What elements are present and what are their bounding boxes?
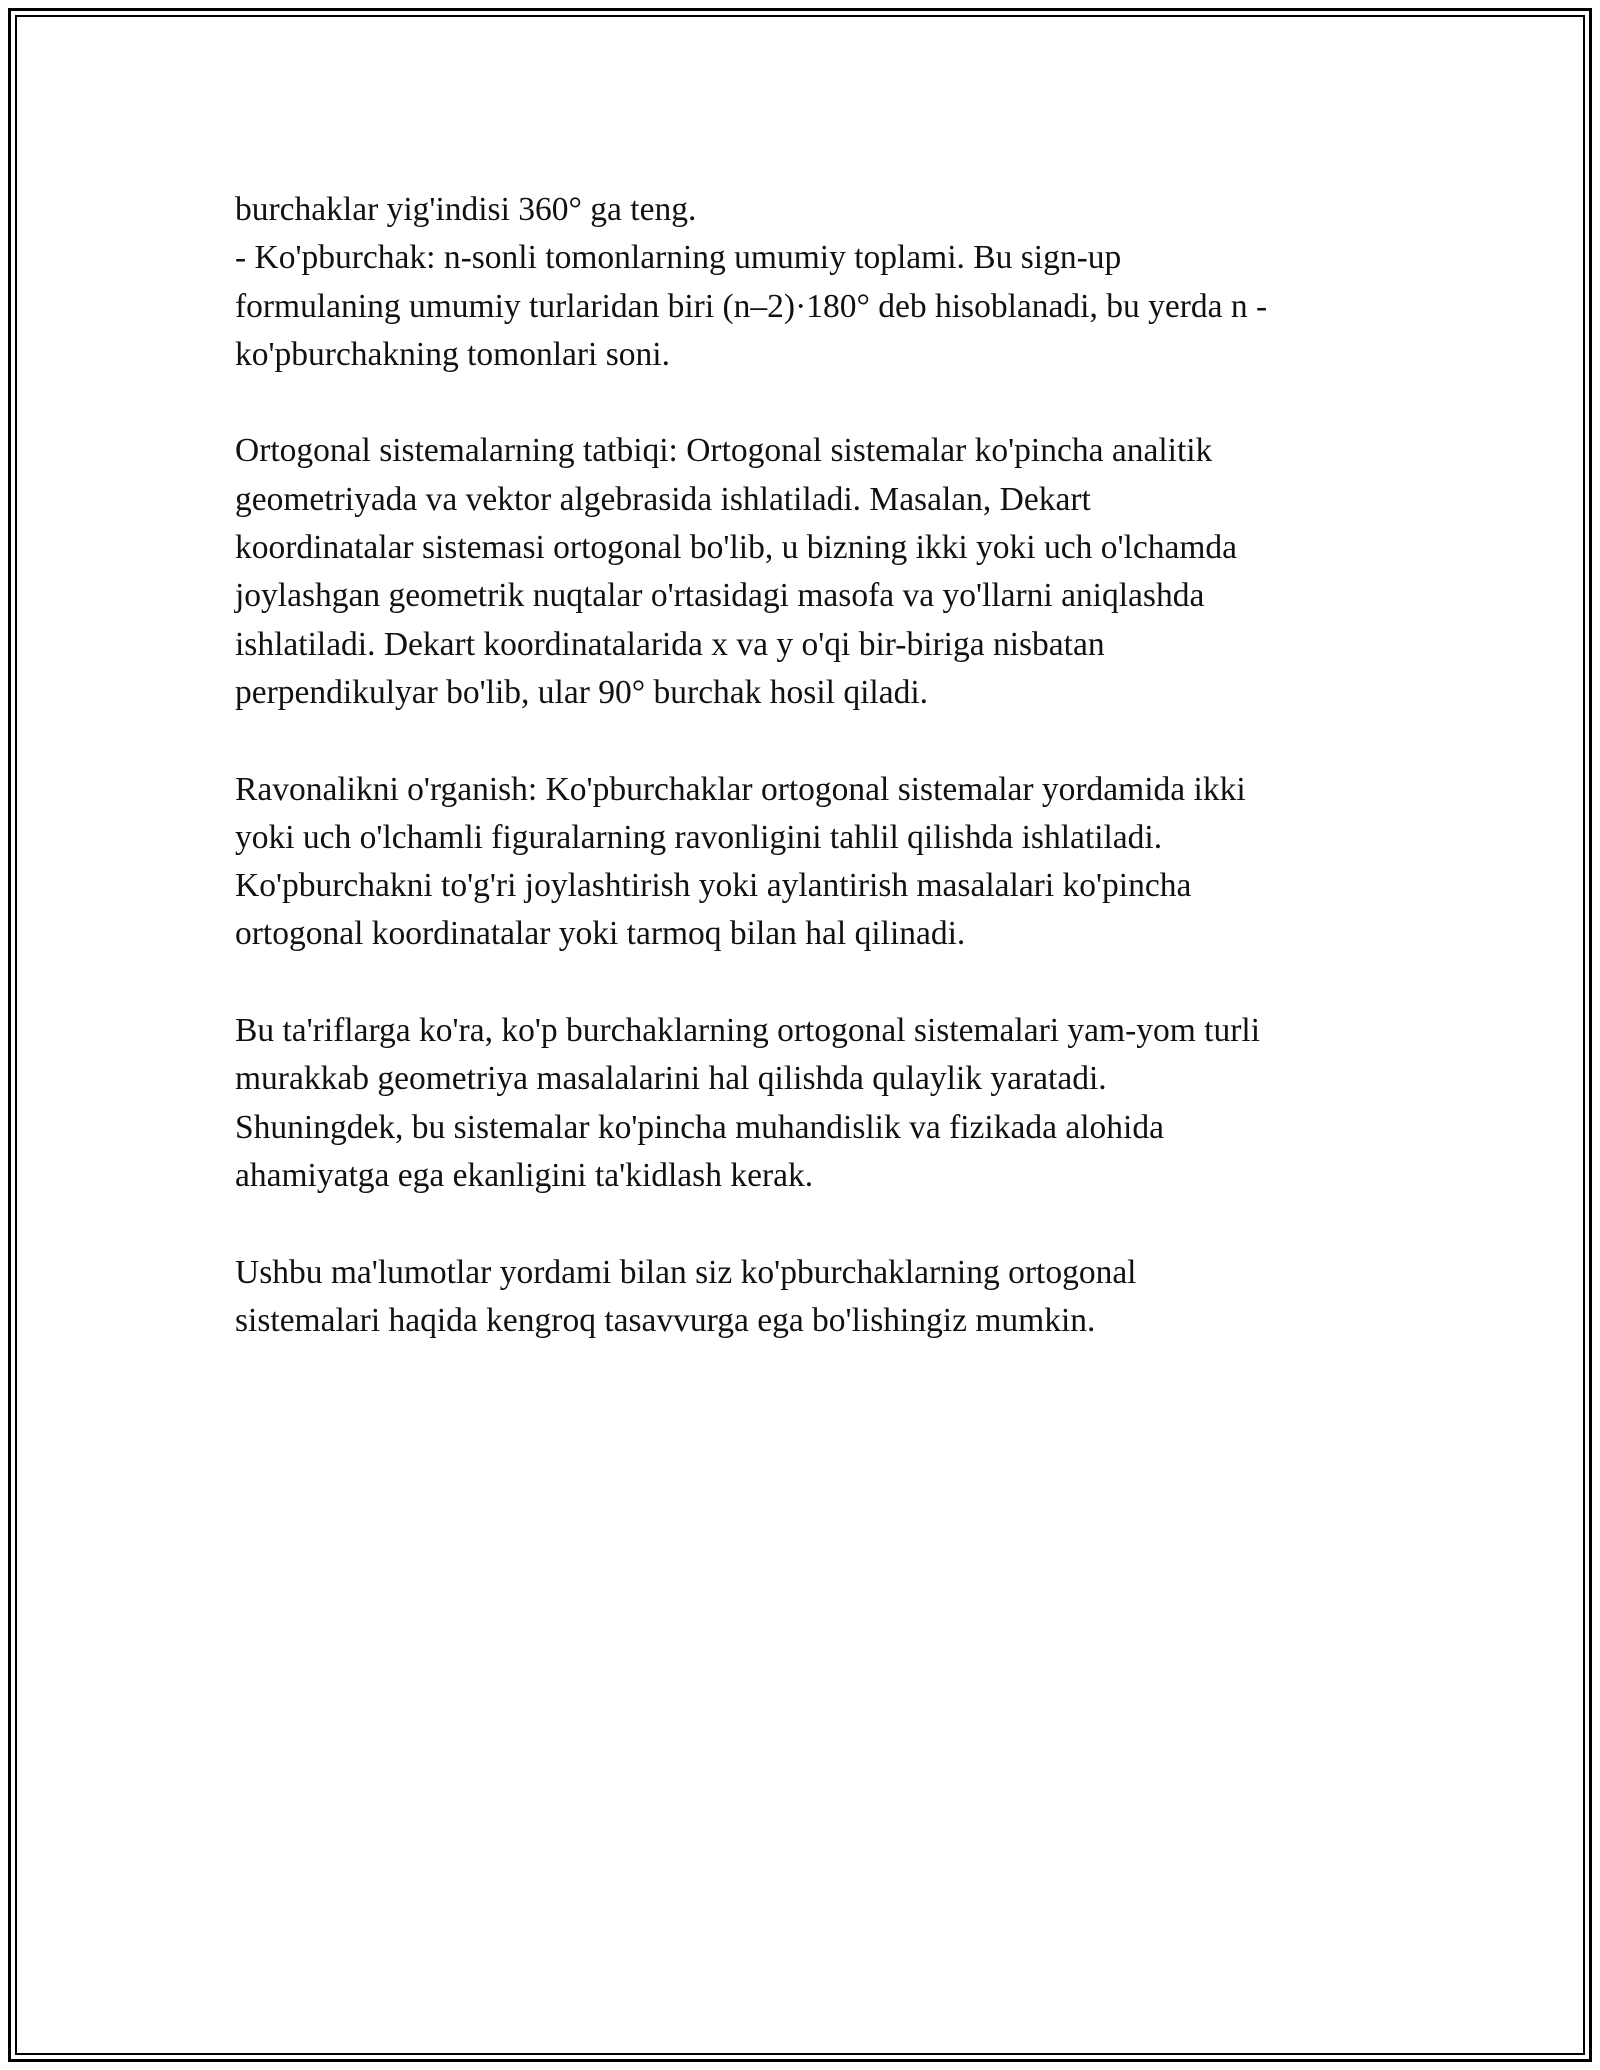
text-line: geometriyada va vektor algebrasida ishlatiladi. Masalan, Dekart — [235, 480, 1091, 518]
text-line: murakkab geometriya masalalarini hal qilishda qulaylik yaratadi. — [235, 1060, 1107, 1098]
paragraph-closing — [235, 1249, 1385, 1346]
text-line: ko'pburchakning tomonlari soni. — [235, 335, 670, 373]
text-line: sistemalari haqida kengroq tasavvurga ega bo'lishingiz mumkin. — [235, 1301, 1096, 1339]
text-line: formulaning umumiy turlaridan biri (n–2)·180° deb hisoblanadi, bu yerda n - — [235, 287, 1268, 325]
text-line: ortogonal koordinatalar yoki tarmoq bilan hal qilinadi. — [235, 915, 966, 953]
text-line: perpendikulyar bo'lib, ular 90° burchak hosil qiladi. — [235, 673, 928, 711]
paragraph-conclusion — [235, 1007, 1385, 1200]
paragraph-orthogonal-applications — [235, 427, 1385, 717]
text-line: Shuningdek, bu sistemalar ko'pincha muhandislik va fizikada alohida — [235, 1108, 1164, 1146]
text-line: joylashgan geometrik nuqtalar o'rtasidagi masofa va yo'llarni aniqlashda — [235, 577, 1205, 615]
text-line: ishlatiladi. Dekart koordinatalarida x va y o'qi bir-biriga nisbatan — [235, 625, 1105, 663]
paragraph-ravonalik — [235, 766, 1385, 959]
paragraph-polygon-angles — [235, 186, 1385, 379]
text-line: Ortogonal sistemalarning tatbiqi: Ortogonal sistemalar ko'pincha analitik — [235, 432, 1213, 470]
text-line: koordinatalar sistemasi ortogonal bo'lib, u bizning ikki yoki uch o'lchamda — [235, 529, 1237, 567]
text-line: - Ko'pburchak: n-sonli tomonlarning umumiy toplami. Bu sign-up — [235, 239, 1122, 277]
document-body — [235, 186, 1385, 1393]
text-line: Ravonalikni o'rganish: Ko'pburchaklar ortogonal sistemalar yordamida ikki — [235, 770, 1246, 808]
text-line: yoki uch o'lchamli figuralarning ravonligini tahlil qilishda ishlatiladi. — [235, 818, 1163, 856]
text-line: Bu ta'riflarga ko'ra, ko'p burchaklarning ortogonal sistemalari yam-yom turli — [235, 1012, 1261, 1050]
text-line: Ushbu ma'lumotlar yordami bilan siz ko'pburchaklarning ortogonal — [235, 1253, 1137, 1291]
text-line: Ko'pburchakni to'g'ri joylashtirish yoki aylantirish masalalari ko'pincha — [235, 867, 1192, 905]
text-line: ahamiyatga ega ekanligini ta'kidlash kerak. — [235, 1156, 814, 1194]
text-line: burchaklar yig'indisi 360° ga teng. — [235, 191, 697, 228]
